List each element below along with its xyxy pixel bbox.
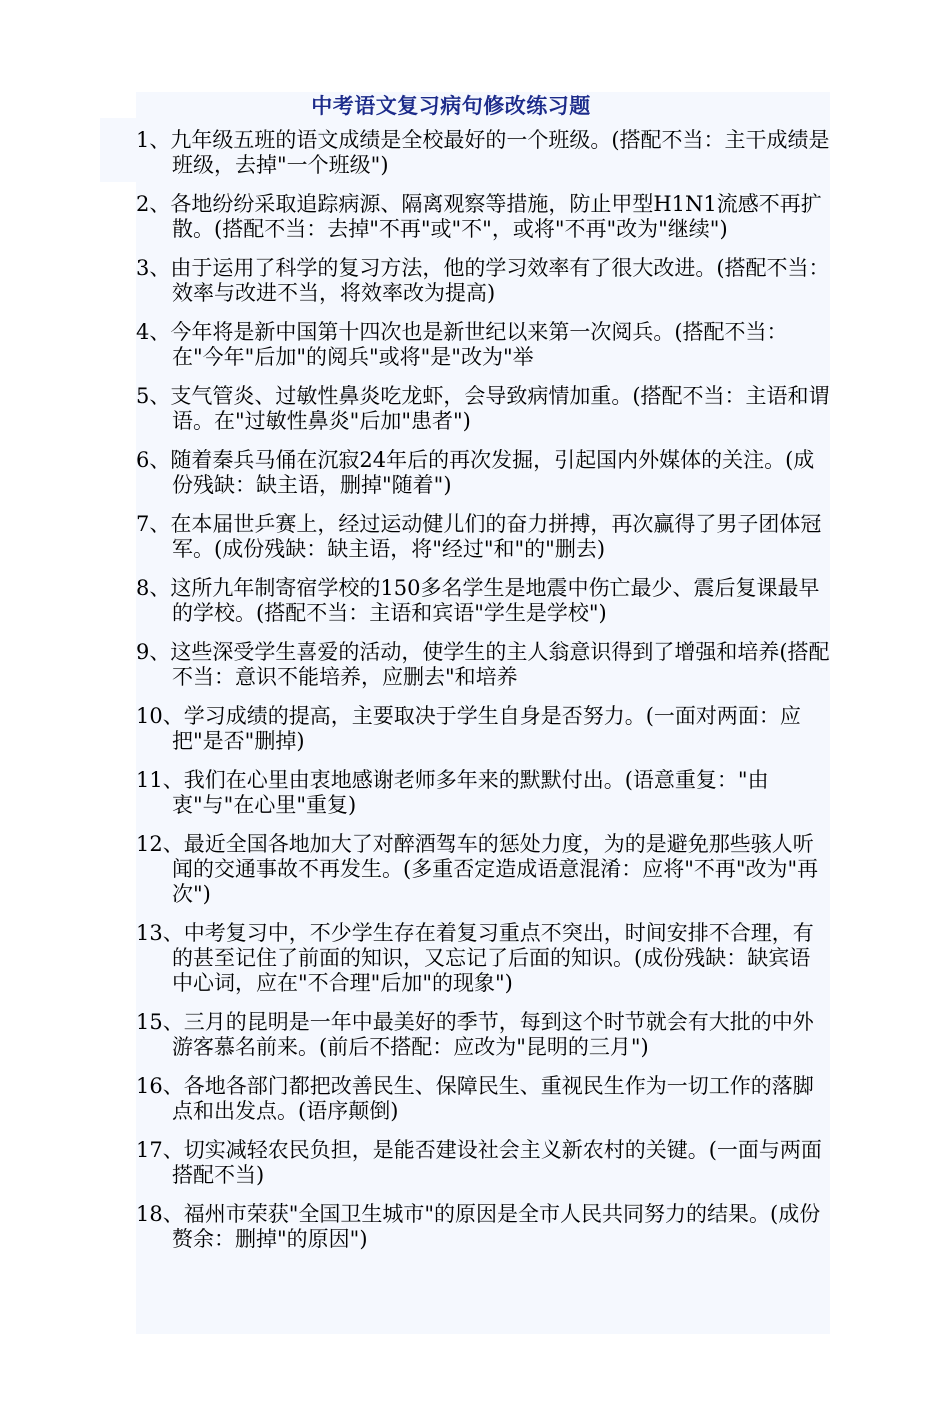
list-item: 1、九年级五班的语文成绩是全校最好的一个班级。(搭配不当：主干成绩是班级，去掉"一个班级") bbox=[136, 128, 830, 177]
list-item: 5、支气管炎、过敏性鼻炎吃龙虾，会导致病情加重。(搭配不当：主语和谓语。在"过敏性鼻炎"后加"患者") bbox=[136, 384, 830, 433]
list-item: 3、由于运用了科学的复习方法，他的学习效率有了很大改进。(搭配不当：效率与改进不当，将效率改为提高) bbox=[136, 256, 830, 305]
list-item: 4、今年将是新中国第十四次也是新世纪以来第一次阅兵。(搭配不当：在"今年"后加"的阅兵"或将"是"改为"举 bbox=[136, 320, 788, 369]
list-item: 8、这所九年制寄宿学校的150多名学生是地震中伤亡最少、震后复课最早的学校。(搭配不当：主语和宾语"学生是学校") bbox=[136, 576, 820, 625]
page-title: 中考语文复习病句修改练习题 bbox=[311, 93, 591, 118]
list-item: 10、学习成绩的提高，主要取决于学生自身是否努力。(一面对两面：应把"是否"删掉) bbox=[136, 704, 801, 753]
list-item: 2、各地纷纷采取追踪病源、隔离观察等措施，防止甲型H1N1流感不再扩散。(搭配不当：去掉"不再"或"不"，或将"不再"改为"继续") bbox=[136, 192, 822, 241]
list-item: 16、各地各部门都把改善民生、保障民生、重视民生作为一切工作的落脚点和出发点。(语序颠倒) bbox=[136, 1074, 814, 1123]
list-item: 6、随着秦兵马俑在沉寂24年后的再次发掘，引起国内外媒体的关注。(成份残缺：缺主语，删掉"随着") bbox=[136, 448, 815, 497]
highlight-band bbox=[100, 118, 136, 182]
list-item: 12、最近全国各地加大了对醉酒驾车的惩处力度，为的是避免那些骇人听闻的交通事故不再发生。(多重否定造成语意混淆：应将"不再"改为"再次") bbox=[136, 832, 819, 906]
list-item: 11、我们在心里由衷地感谢老师多年来的默默付出。(语意重复："由衷"与"在心里"重复) bbox=[136, 768, 769, 817]
list-item: 7、在本届世乒赛上，经过运动健儿们的奋力拼搏，再次赢得了男子团体冠军。(成份残缺：缺主语，将"经过"和"的"删去) bbox=[136, 512, 822, 561]
list-item: 18、福州市荣获"全国卫生城市"的原因是全市人民共同努力的结果。(成份赘余：删掉"的原因") bbox=[136, 1202, 821, 1251]
list-item: 9、这些深受学生喜爱的活动，使学生的主人翁意识得到了增强和培养(搭配不当：意识不能培养，应删去"和培养 bbox=[136, 640, 830, 689]
exercise-list bbox=[136, 128, 830, 1266]
list-item: 17、切实减轻农民负担，是能否建设社会主义新农村的关键。(一面与两面搭配不当) bbox=[136, 1138, 822, 1187]
list-item: 13、中考复习中，不少学生存在着复习重点不突出，时间安排不合理，有的甚至记住了前面的知识，又忘记了后面的知识。(成份残缺：缺宾语中心词，应在"不合理"后加"的现象") bbox=[136, 921, 814, 995]
list-item: 15、三月的昆明是一年中最美好的季节，每到这个时节就会有大批的中外游客慕名前来。(前后不搭配：应改为"昆明的三月") bbox=[136, 1010, 814, 1059]
